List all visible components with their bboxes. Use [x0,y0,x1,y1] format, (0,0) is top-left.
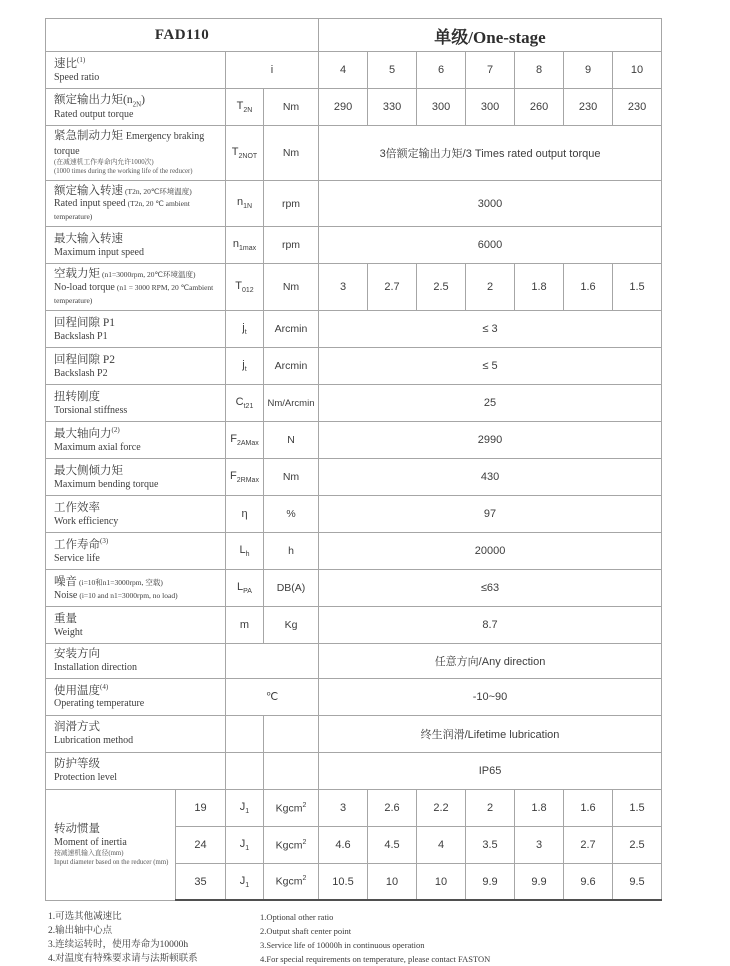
value-cell: 10 [613,52,662,89]
footnotes-zh [48,911,260,966]
value-cell: ≤ 3 [319,311,662,348]
row-noise [46,570,662,607]
unit-cell: Kgcm$^2$ [264,863,319,900]
row-rated-input-speed [46,180,662,227]
value-cell: 8.7 [319,607,662,644]
value-cell: 1.5 [613,789,662,826]
row-work-efficiency [46,496,662,533]
unit-cell: % [264,496,319,533]
label-cell: 最大轴向力$^{(2)}$ Maximum axial force [46,422,226,459]
symbol-cell: $L_{PA}$ [226,570,264,607]
footnotes-en [260,911,490,966]
value-cell: 任意方向/Any direction [319,644,662,678]
value-cell: 430 [319,459,662,496]
value-cell: 25 [319,385,662,422]
row-max-axial-force [46,422,662,459]
label-cell: 安装方向 Installation direction [46,644,226,678]
unit-cell: DB(A) [264,570,319,607]
value-cell: 4.6 [319,826,368,863]
symbol-cell: i [226,52,319,89]
value-cell: 9.9 [466,863,515,900]
symbol-cell: η [226,496,264,533]
label-cell: 额定输入转速 (T2n, 20℃环境温度) Rated input speed (T2n, 20 ℃ ambient temperature) [46,180,226,227]
spec-table [45,18,662,901]
row-weight [46,607,662,644]
value-cell: 2.6 [368,789,417,826]
label-cell: 工作效率 Work efficiency [46,496,226,533]
value-cell: 2.7 [368,264,417,311]
unit-cell: Arcmin [264,348,319,385]
note-item: 4.For special requirements on temperature, please contact FASTON [260,953,491,964]
value-cell: 300 [417,89,466,126]
row-protection-level [46,752,662,789]
value-cell: 3.5 [466,826,515,863]
value-cell: 2 [466,264,515,311]
row-installation-direction [46,644,662,678]
symbol-cell: $J_1$ [226,826,264,863]
label-cell: 扭转刚度 Torsional stiffness [46,385,226,422]
value-cell: 260 [515,89,564,126]
note-item: 3.Service life of 10000h in continuous operation [260,939,425,950]
value-cell: 终生润滑/Lifetime lubrication [319,715,662,752]
label-cell: 防护等级 Protection level [46,752,226,789]
symbol-cell: $j_t$ [226,348,264,385]
label-cell: 最大输入转速 Maximum input speed [46,227,226,264]
label-cell: 回程间隙 P2 Backslash P2 [46,348,226,385]
value-cell: 8 [515,52,564,89]
symbol-cell: m [226,607,264,644]
note-item: 2.Output shaft center point [260,926,352,937]
row-emergency-braking-torque [46,126,662,181]
note-item: 1.可选其他减速比 [48,912,122,923]
label-cell: 转动惯量 Moment of inertia 按减速机输入直径(mm) Input diameter based on the reducer (mm) [46,789,176,900]
input-diameter-cell: 35 [176,863,226,900]
value-cell: 9.9 [515,863,564,900]
value-cell: 2.7 [564,826,613,863]
value-cell: 3 [319,264,368,311]
note-item: 1.Optional other ratio [260,912,334,923]
symbol-cell: $C_{t21}$ [226,385,264,422]
value-cell: ≤63 [319,570,662,607]
unit-cell: Nm [264,126,319,181]
symbol-cell: ℃ [226,678,319,715]
row-backlash-p1 [46,311,662,348]
footnotes [48,911,662,966]
label-cell: 使用温度$^{(4)}$ Operating temperature [46,678,226,715]
symbol-cell: $j_t$ [226,311,264,348]
value-cell: 4 [417,826,466,863]
unit-cell: h [264,533,319,570]
row-speed-ratio [46,52,662,89]
label-cell: 噪音 (i=10和n1=3000rpm, 空载) Noise (i=10 and n1=3000rpm, no load) [46,570,226,607]
label-cell: 润滑方式 Lubrication method [46,715,226,752]
unit-cell: Nm/Arcmin [264,385,319,422]
label-cell: 额定输出力矩$(n_{2N})$ Rated output torque [46,89,226,126]
row-rated-output-torque [46,89,662,126]
value-cell: 9.5 [613,863,662,900]
stage-title: 单级/One-stage [319,19,662,52]
row-max-bending-torque [46,459,662,496]
row-max-input-speed [46,227,662,264]
value-cell: 2990 [319,422,662,459]
symbol-cell: $F_{2AMax}$ [226,422,264,459]
unit-cell: Nm [264,459,319,496]
symbol-cell: $T_{012}$ [226,264,264,311]
unit-cell: Nm [264,89,319,126]
unit-cell: Nm [264,264,319,311]
value-cell: IP65 [319,752,662,789]
value-cell: 4.5 [368,826,417,863]
value-cell: 300 [466,89,515,126]
value-cell: 6000 [319,227,662,264]
value-cell: 1.6 [564,789,613,826]
symbol-cell: $L_h$ [226,533,264,570]
value-cell: 6 [417,52,466,89]
value-cell: 1.8 [515,264,564,311]
row-inertia-19 [46,789,662,826]
symbol-cell: $T_{2NOT}$ [226,126,264,181]
label-cell: 紧急制动力矩 Emergency braking torque (在减速机工作寿命内允许1000次) (1000 times during the working life of the reducer) [46,126,226,181]
value-cell: 230 [564,89,613,126]
value-cell: 3 [515,826,564,863]
value-cell: ≤ 5 [319,348,662,385]
row-backlash-p2 [46,348,662,385]
value-cell: 2.2 [417,789,466,826]
unit-cell: rpm [264,227,319,264]
value-cell: 1.6 [564,264,613,311]
value-cell: 2.5 [417,264,466,311]
row-operating-temperature [46,678,662,715]
unit-cell: Kgcm$^2$ [264,789,319,826]
value-cell: 10.5 [319,863,368,900]
row-service-life [46,533,662,570]
model-title: FAD110 [46,19,319,52]
symbol-cell [226,752,264,789]
value-cell: 9.6 [564,863,613,900]
unit-cell [264,752,319,789]
value-cell: 10 [368,863,417,900]
symbol-cell: $J_1$ [226,863,264,900]
symbol-cell: $n_{1max}$ [226,227,264,264]
unit-cell: N [264,422,319,459]
label-cell: 回程间隙 P1 Backslash P1 [46,311,226,348]
unit-cell: rpm [264,180,319,227]
value-cell: 330 [368,89,417,126]
label-cell: 最大侧倾力矩 Maximum bending torque [46,459,226,496]
value-cell: 2.5 [613,826,662,863]
value-cell: 7 [466,52,515,89]
unit-cell: Arcmin [264,311,319,348]
value-cell: 3000 [319,180,662,227]
value-cell: 9 [564,52,613,89]
label-cell: 工作寿命$^{(3)}$ Service life [46,533,226,570]
value-cell: 1.8 [515,789,564,826]
label-cell: 速比$^{(1)}$ Speed ratio [46,52,226,89]
value-cell: 3 [319,789,368,826]
symbol-cell: $n_{1N}$ [226,180,264,227]
symbol-cell: $T_{2N}$ [226,89,264,126]
value-cell: 4 [319,52,368,89]
label-cell: 重量 Weight [46,607,226,644]
note-item: 3.连续运转时，使用寿命为10000h [48,939,189,950]
symbol-cell: $J_1$ [226,789,264,826]
unit-cell [264,715,319,752]
value-cell: 2 [466,789,515,826]
value-cell: 290 [319,89,368,126]
unit-cell: Kgcm$^2$ [264,826,319,863]
value-cell: 97 [319,496,662,533]
header-row [46,19,662,52]
symbol-cell: $F_{2RMax}$ [226,459,264,496]
symbol-cell [226,644,319,678]
unit-cell: Kg [264,607,319,644]
spec-sheet [45,18,662,966]
row-no-load-torque [46,264,662,311]
value-cell: 20000 [319,533,662,570]
value-cell: 5 [368,52,417,89]
row-lubrication-method [46,715,662,752]
note-item: 2.输出轴中心点 [48,926,113,937]
input-diameter-cell: 24 [176,826,226,863]
label-cell: 空载力矩 (n1=3000rpm, 20℃环境温度) No-load torque (n1 = 3000 RPM, 20 ℃ambient temperature) [46,264,226,311]
note-item: 4.对温度有特殊要求请与法斯顿联系 [48,953,198,964]
symbol-cell [226,715,264,752]
row-torsional-stiffness [46,385,662,422]
value-cell: 1.5 [613,264,662,311]
value-cell: 3倍额定输出力矩/3 Times rated output torque [319,126,662,181]
input-diameter-cell: 19 [176,789,226,826]
value-cell: 230 [613,89,662,126]
value-cell: 10 [417,863,466,900]
value-cell: -10~90 [319,678,662,715]
